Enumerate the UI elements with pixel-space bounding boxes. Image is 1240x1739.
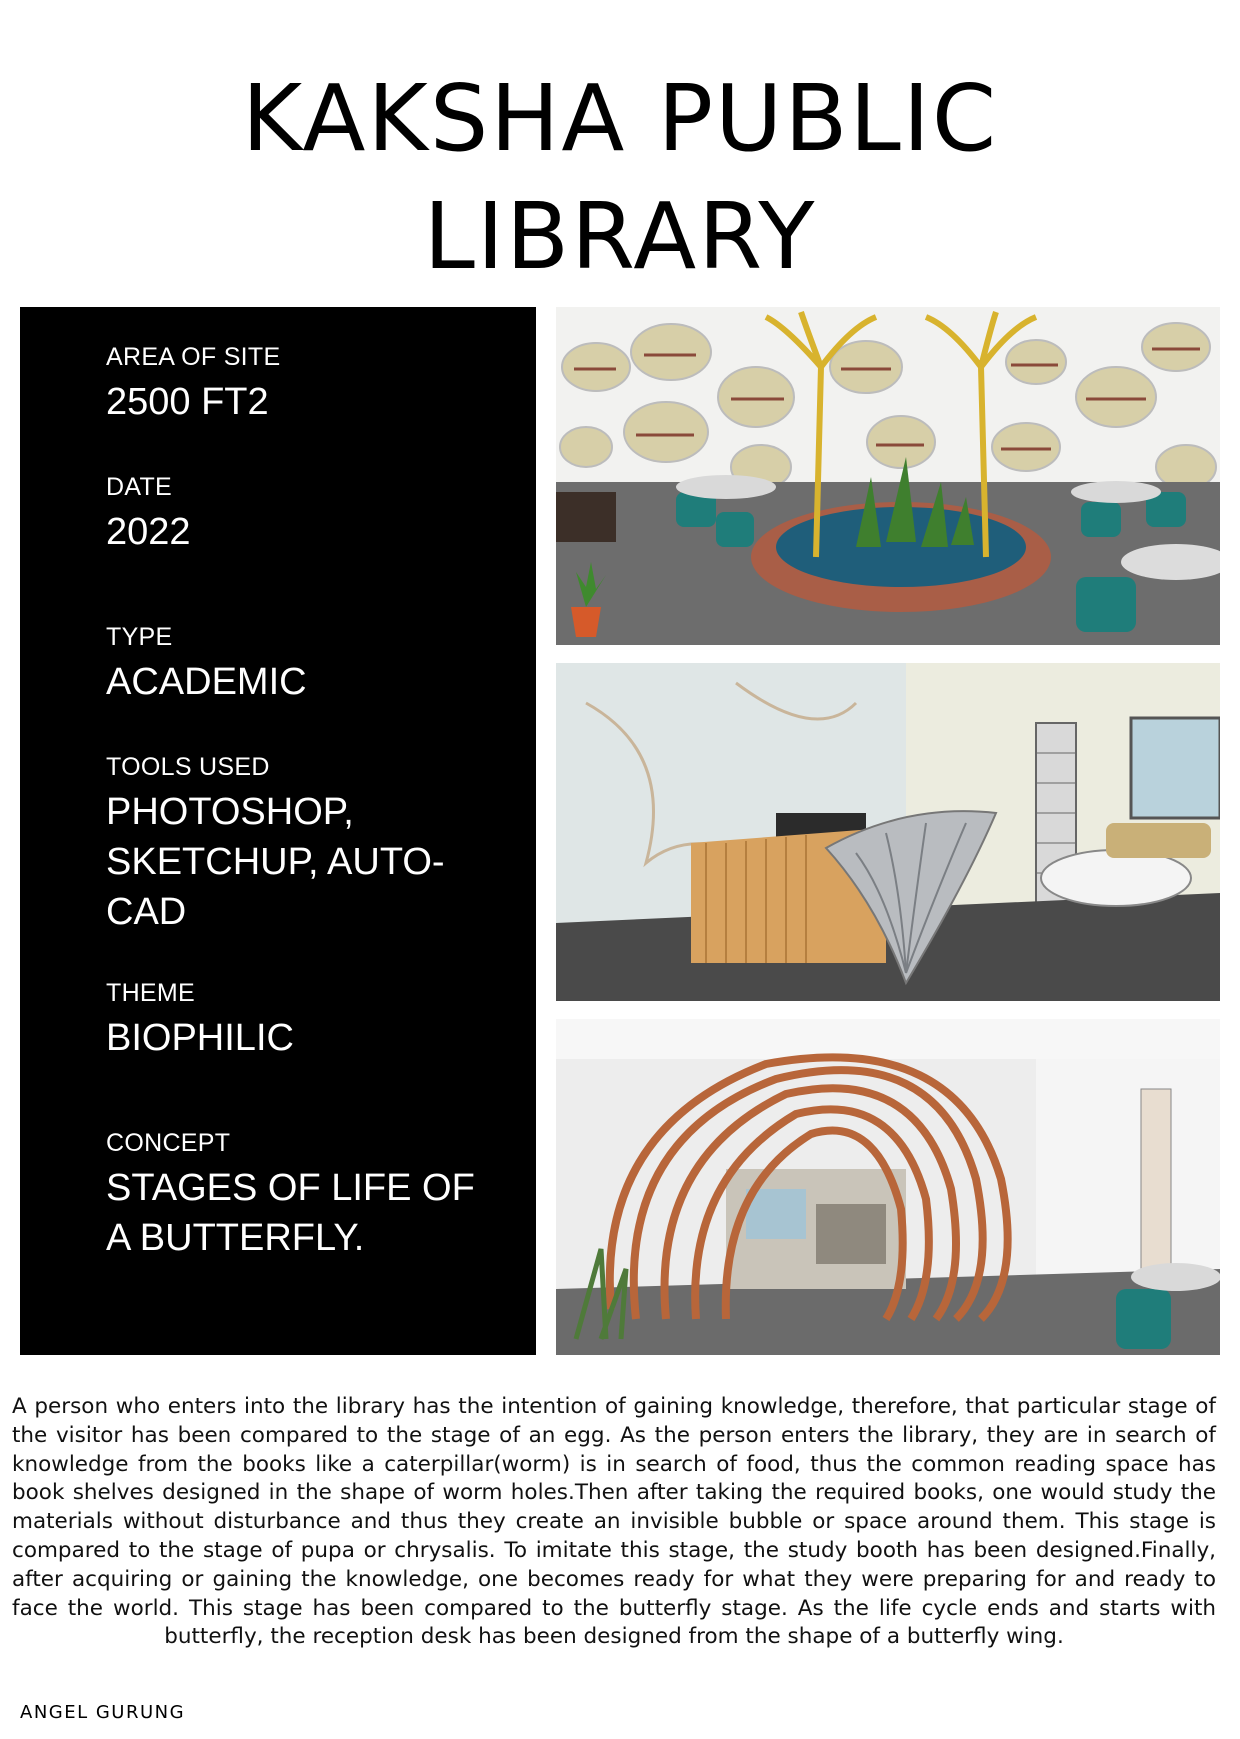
area-value: 2500 FT2	[106, 381, 269, 423]
reading-space-render	[556, 307, 1220, 645]
date-label: DATE	[106, 473, 173, 501]
area-label: AREA OF SITE	[106, 343, 281, 371]
tools-value	[106, 787, 506, 937]
concept-description: A person who enters into the library has the intention of gaining knowledge, therefore, that particular stage of the visitor has been compared to the stage of an egg. As the person enters the library, they are in search of knowledge from the books like a caterpillar(worm) is in search of food, thus the common reading space has book shelves designed in the shape of worm holes.Then after taking the required books, one would study the materials without disturbance and thus they create an invisible bubble or space around them. This stage is compared to the stage of pupa or chrysalis. To imitate this stage, the study booth has been designed.Finally, after acquiring or gaining the knowledge, one becomes ready for what they were preparing for and ready to face the world. This stage has been compared to the butterfly stage. As the life cycle ends and starts with butterfly, the reception desk has been designed from the shape of a butterfly wing.	[12, 1394, 1216, 1650]
tools-label: TOOLS USED	[106, 753, 270, 781]
concept-value-line-2: A BUTTERFLY.	[106, 1217, 365, 1259]
title-line-1: KAKSHA PUBLIC	[241, 65, 999, 172]
author-name: ANGEL GURUNG	[20, 1702, 186, 1723]
theme-label: THEME	[106, 979, 195, 1007]
study-booth-render	[556, 1019, 1220, 1355]
page-title	[0, 60, 1240, 296]
reading-space-illustration	[556, 307, 1220, 645]
study-booth-illustration	[556, 1019, 1220, 1355]
project-info-panel	[20, 307, 536, 1355]
type-value: ACADEMIC	[106, 661, 307, 703]
title-line-2: LIBRARY	[423, 183, 817, 290]
theme-value: BIOPHILIC	[106, 1017, 294, 1059]
date-value: 2022	[106, 511, 191, 553]
reception-desk-illustration	[556, 663, 1220, 1001]
tools-value-line-3: CAD	[106, 891, 187, 933]
type-label: TYPE	[106, 623, 173, 651]
concept-label: CONCEPT	[106, 1129, 231, 1157]
reception-desk-render	[556, 663, 1220, 1001]
concept-value	[106, 1163, 506, 1263]
concept-value-line-1: STAGES OF LIFE OF	[106, 1167, 475, 1209]
tools-value-line-2: SKETCHUP, AUTO-	[106, 841, 445, 883]
tools-value-line-1: PHOTOSHOP,	[106, 791, 354, 833]
